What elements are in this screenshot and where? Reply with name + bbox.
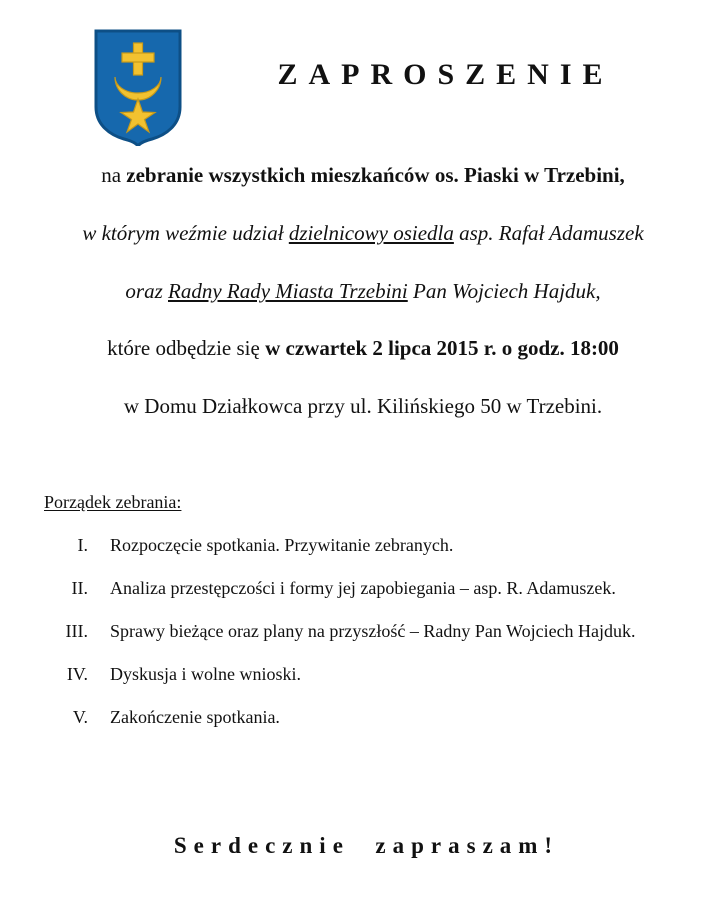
page-title: ZAPROSZENIE (277, 58, 614, 91)
agenda-item (0, 579, 726, 597)
body-line-3 (0, 281, 726, 302)
line1-prefix: na (101, 163, 127, 187)
line2-suffix: asp. Rafał Adamuszek (453, 221, 644, 245)
agenda-heading-row (0, 492, 726, 514)
agenda-item-text: Analiza przestępczości i formy jej zapobiegania – asp. R. Adamuszek. (110, 577, 616, 598)
agenda-item-numeral: I. (77, 534, 88, 555)
agenda-item (0, 536, 726, 554)
line1-bold: zebranie wszystkich mieszkańców os. Piaski w Trzebini, (126, 163, 625, 187)
agenda-item-numeral: IV. (66, 663, 88, 684)
agenda-item-numeral: II. (71, 577, 88, 598)
agenda-heading: Porządek zebrania: (44, 492, 182, 512)
closing-invitation-text: Serdecznie zapraszam! (173, 833, 560, 858)
agenda-item (0, 622, 726, 640)
agenda-item-text: Sprawy bieżące oraz plany na przyszłość – Radny Pan Wojciech Hajduk. (110, 620, 636, 641)
line3-suffix: Pan Wojciech Hajduk, (407, 279, 601, 303)
invitation-body (0, 155, 726, 417)
agenda-section (0, 492, 726, 751)
agenda-list (0, 536, 726, 726)
agenda-item-text: Rozpoczęcie spotkania. Przywitanie zebranych. (110, 534, 454, 555)
agenda-item-numeral: V. (72, 706, 88, 727)
agenda-item-numeral: III. (65, 620, 88, 641)
body-line-5 (0, 396, 726, 417)
document-header (0, 0, 726, 150)
line5-venue: w Domu Działkowca przy ul. Kilińskiego 50 w Trzebini. (123, 394, 603, 418)
agenda-item (0, 665, 726, 683)
line3-underlined: Radny Rady Miasta Trzebini (168, 279, 408, 303)
line4-bold-datetime: w czwartek 2 lipca 2015 r. o godz. 18:00 (265, 336, 619, 360)
line2-underlined: dzielnicowy osiedla (288, 221, 454, 245)
coat-of-arms-icon (94, 29, 182, 146)
agenda-item-text: Zakończenie spotkania. (110, 706, 280, 727)
body-line-4 (0, 338, 726, 359)
line2-prefix: w którym weźmie udział (82, 221, 289, 245)
line4-prefix: które odbędzie się (107, 336, 266, 360)
agenda-item-text: Dyskusja i wolne wnioski. (110, 663, 301, 684)
line3-prefix: oraz (125, 279, 168, 303)
document-footer (0, 833, 726, 859)
body-line-1 (0, 165, 726, 186)
body-line-2 (0, 223, 726, 244)
agenda-item (0, 708, 726, 726)
